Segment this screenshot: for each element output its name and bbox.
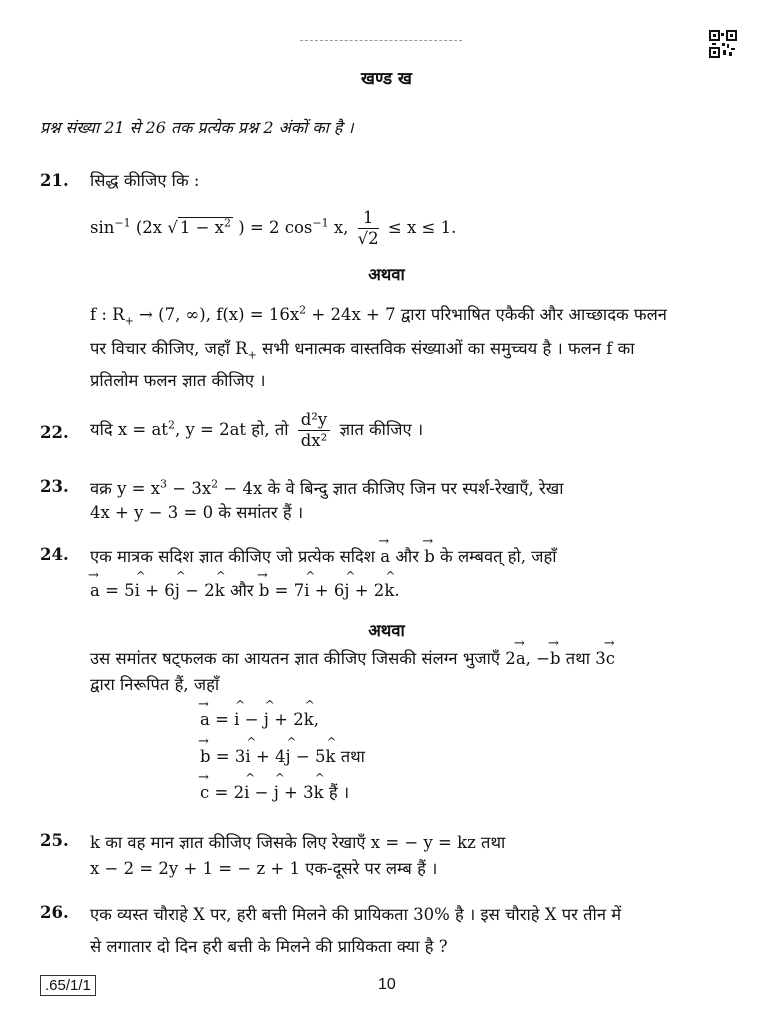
- q23-line-2: 4x + y − 3 = 0 के समांतर हैं ।: [90, 503, 304, 522]
- q24-eq-c: → c = 2^ i − ^ j + 3^ k हैं ।: [200, 780, 349, 803]
- q25-line-2: x − 2 = 2y + 1 = − z + 1 एक-दूसरे पर लम्ब हैं ।: [90, 859, 438, 878]
- q24-line-1: एक मात्रक सदिश ज्ञात कीजिए जो प्रत्येक सदिश → a और → b के लम्बवत् हो, जहाँ: [90, 544, 557, 567]
- section-title: खण्ड ख: [361, 69, 412, 89]
- page-number: 10: [378, 976, 396, 993]
- q23-line-1: वक्र $y = x^3 - 3x^2 - 4x$ के वे बिन्दु ज्ञात कीजिए जिन पर स्पर्श-रेखाएँ, रेखा: [90, 477, 564, 498]
- paper-code: .65/1/1: [40, 975, 96, 996]
- q21-alt-line-1: f : $R_+ \to (7$, ∞), $f(x) = 16x^2 + 24x + 7$ द्वारा परिभाषित एकैकी और आच्छादक फलन: [90, 303, 667, 328]
- q21-equation: $\sin^{-1} (2x$ √ $1 - x^2$ ) = 2 $\cos^{-1} x$, $\frac{1}{√2}$ ≤ x ≤ 1.: [90, 208, 457, 248]
- qr-code-icon: [709, 30, 737, 58]
- q26-line-2: से लगातार दो दिन हरी बत्ती के मिलने की प्रायिकता क्या है ?: [90, 937, 448, 956]
- section-instruction: प्रश्न संख्या 21 से 26 तक प्रत्येक प्रश्न 2 अंकों का है ।: [40, 118, 354, 137]
- q24-eq-b: → b = 3^ i + 4^ j − 5^ k तथा: [200, 744, 365, 767]
- q24-line-2: → a = 5^ i + 6^ j − 2^ k और → b = 7^ i + 6^ j + 2^ k.: [90, 578, 400, 601]
- q21-alt-line-3: प्रतिलोम फलन ज्ञात कीजिए ।: [90, 371, 266, 390]
- question-number: 25.: [40, 831, 69, 850]
- question-number: 22.: [40, 423, 69, 442]
- question-number: 26.: [40, 903, 69, 922]
- q24-eq-a: → a = ^ i − ^ j + 2^ k,: [200, 710, 319, 729]
- q24-alt-line-1: उस समांतर षट्फलक का आयतन ज्ञात कीजिए जिसकी संलग्न भुजाएँ 2→ a, −→ b तथा 3→ c: [90, 646, 615, 669]
- q21-alt-line-2: पर विचार कीजिए, जहाँ $R_+$ सभी धनात्मक वास्तविक संख्याओं का समुच्चय है । फलन f का: [90, 339, 635, 362]
- q24-or-label: अथवा: [368, 621, 405, 640]
- header-dashed-line: [300, 40, 462, 41]
- question-number: 24.: [40, 545, 69, 564]
- q26-line-1: एक व्यस्त चौराहे X पर, हरी बत्ती मिलने की प्रायिकता 30% है । इस चौराहे X पर तीन में: [90, 905, 622, 924]
- q21-prompt: सिद्ध कीजिए कि :: [90, 171, 200, 190]
- q21-fraction: $\frac{1}{√2}$: [357, 208, 379, 248]
- q25-line-1: k का वह मान ज्ञात कीजिए जिसके लिए रेखाएँ x = − y = kz तथा: [90, 833, 506, 852]
- q24-alt-line-2: द्वारा निरूपित हैं, जहाँ: [90, 675, 220, 694]
- q22-fraction: $\frac{\text{d²y}}{\text{dx²}}$: [298, 410, 331, 451]
- q22-text: यदि $x = at^2$, y = 2at हो, तो $\frac{\text{d²y}}{\text{dx²}}$ ज्ञात कीजिए ।: [90, 410, 424, 450]
- q21-or-label: अथवा: [368, 265, 405, 284]
- question-number: 21.: [40, 171, 69, 190]
- question-number: 23.: [40, 477, 69, 496]
